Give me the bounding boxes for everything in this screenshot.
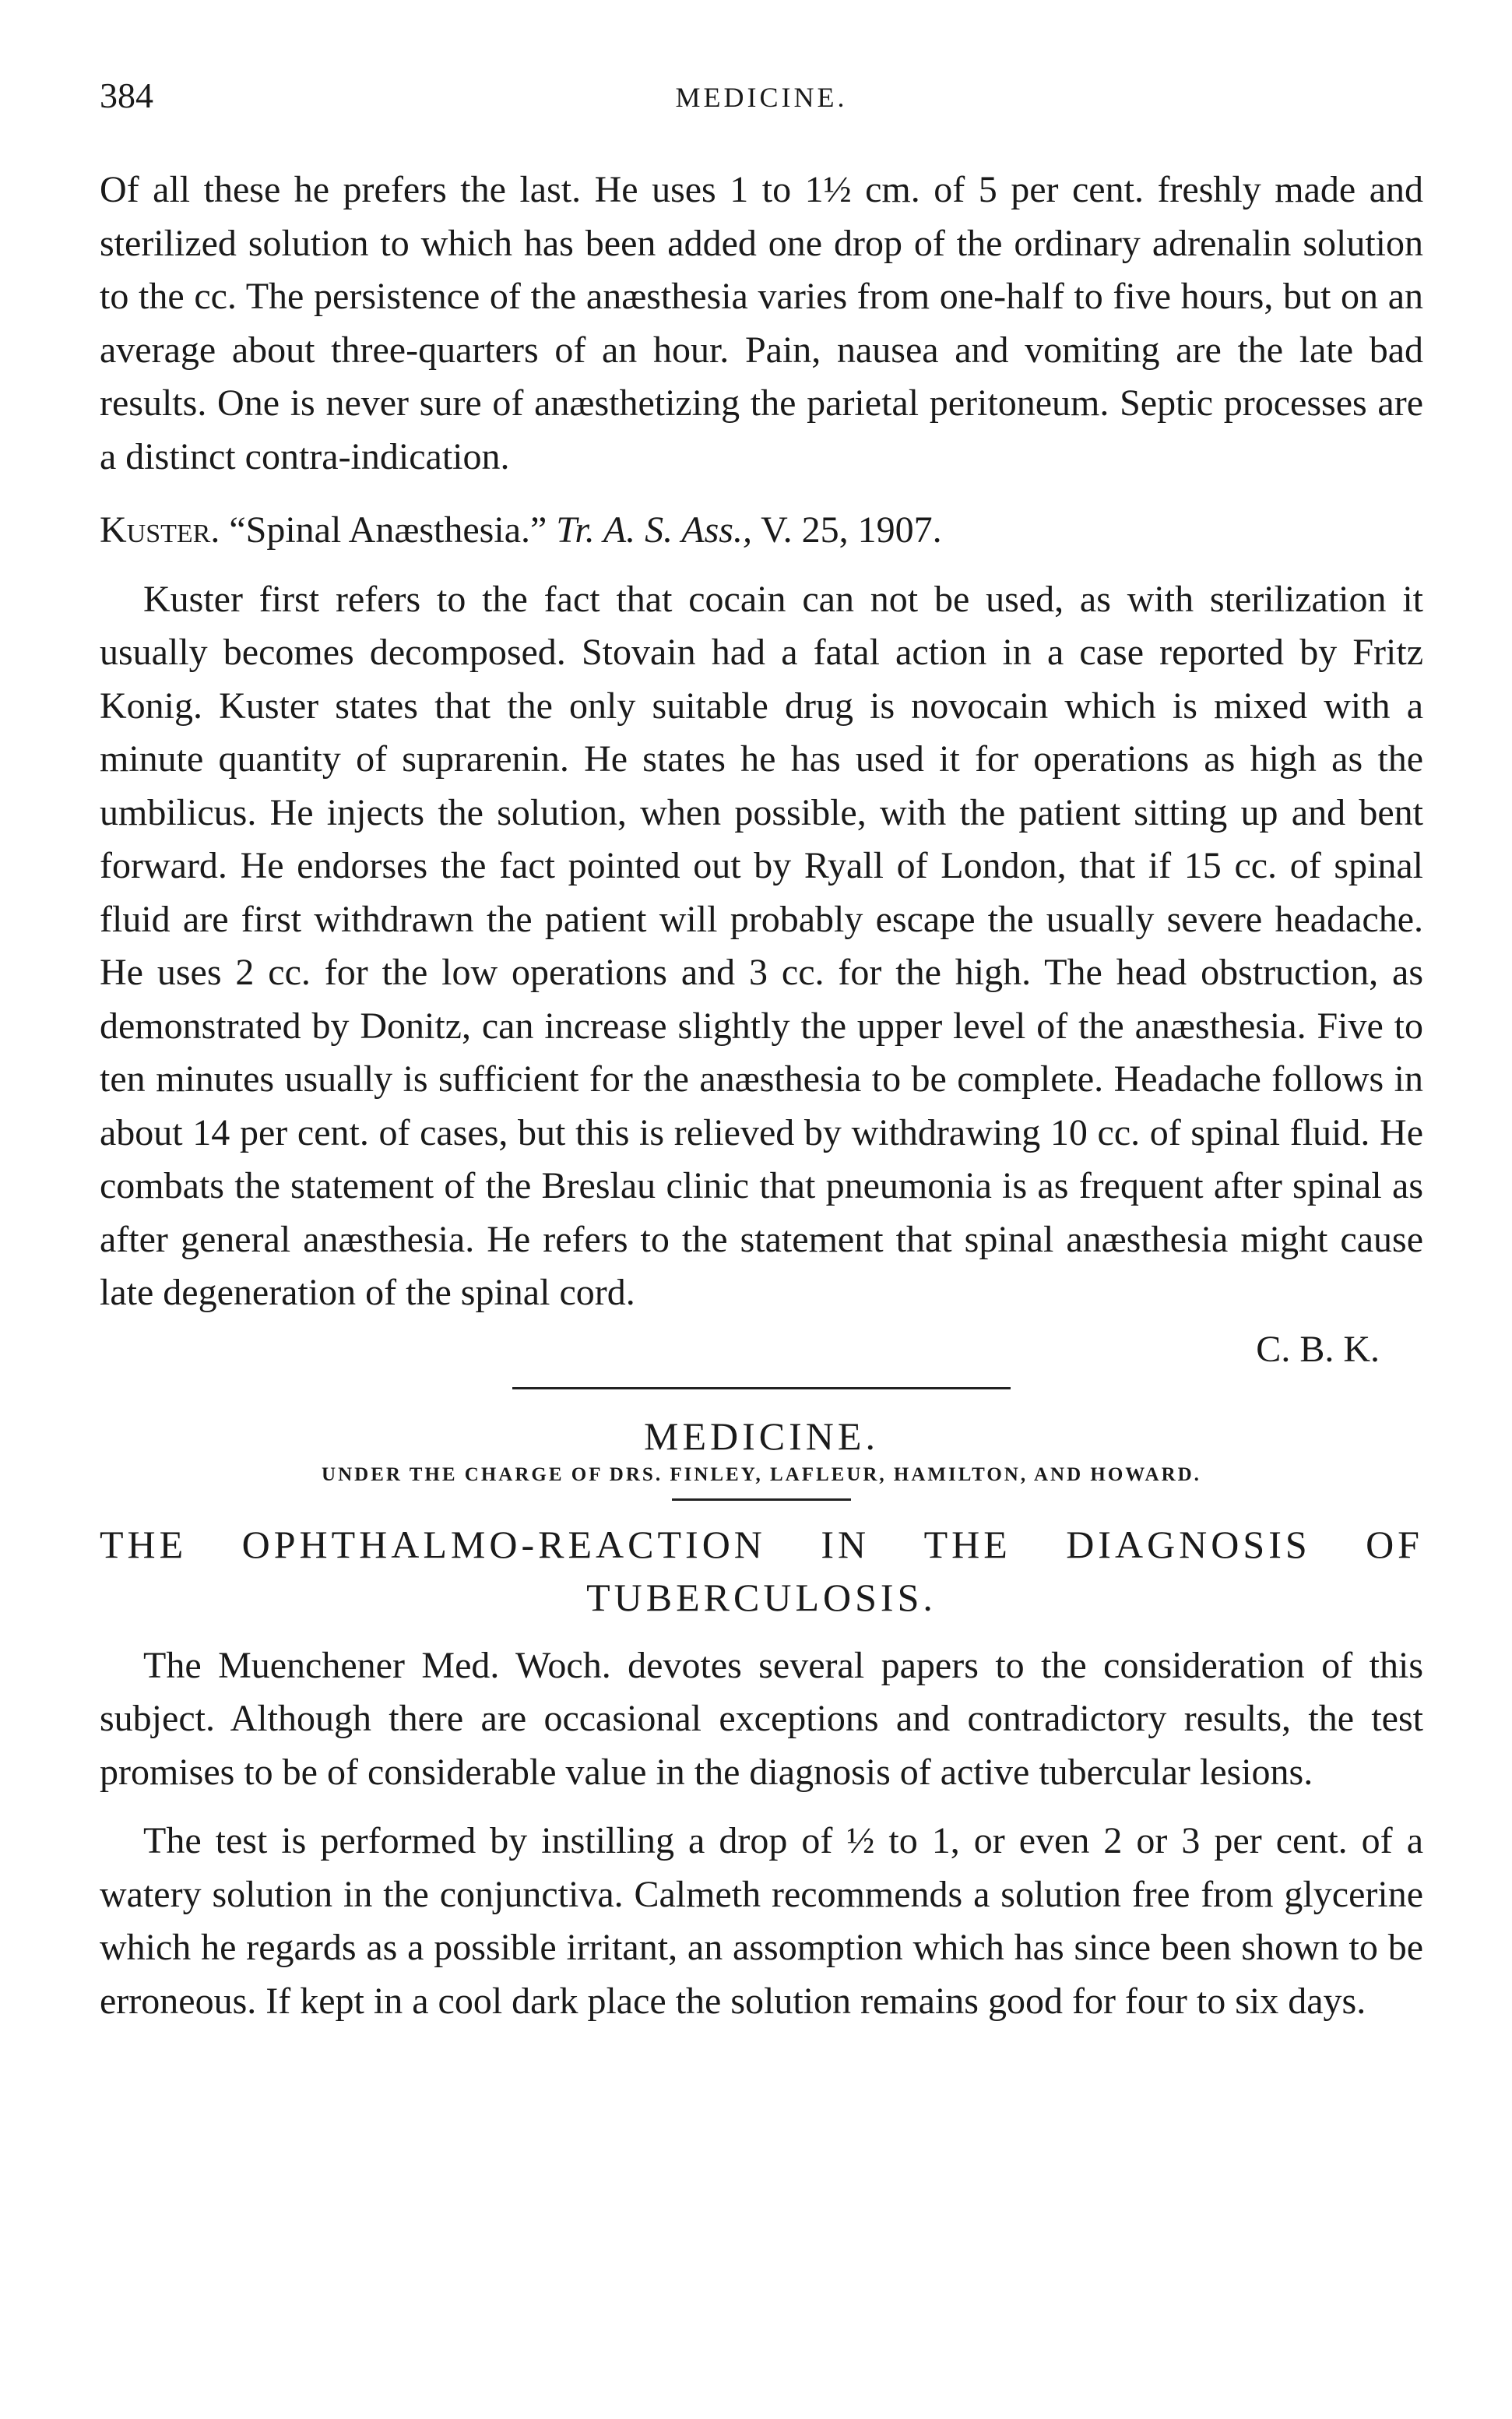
continuation-paragraph: Of all these he prefers the last. He uses 1 to 1½ cm. of 5 per cent. freshly made and sterilized solution to which has been added one drop of the ordinary adrenalin solution to the cc. The persistence of the anæsthesia varies from one-half to five hours, but on an average about three-quarters of an hour. Pain, nausea and vomiting are the late bad results. One is never sure of anæsthetizing the parietal peritoneum. Septic processes are a distinct contra-indication. <box>100 169 1423 477</box>
kuster-paragraph: Kuster first refers to the fact that cocain can not be used, as with sterilization it usually becomes decomposed. Stovain had a fatal action in a case reported by Fritz Konig. Kuster states that the only suitable drug is novocain which is mixed with a minute quantity of suprarenin. He states he has used it for operations as high as the umbilicus. He injects the solution, when possible, with the patient sitting up and bent forward. He endorses the fact pointed out by Ryall of London, that if 15 cc. of spinal fluid are first withdrawn the patient will probably escape the usually severe headache. He uses 2 cc. for the low operations and 3 cc. for the high. The head obstruction, as demonstrated by Donitz, can increase slightly the upper level of the anæsthesia. Five to ten minutes usually is sufficient for the anæsthesia to be complete. Headache follows in about 14 per cent. of cases, but this is relieved by withdrawing 10 cc. of spinal fluid. He combats the statement of the Breslau clinic that pneumonia is as frequent after spinal as after general anæsthesia. He refers to the statement that spinal anæsthesia might cause late degeneration of the spinal cord. <box>100 578 1423 1313</box>
title-divider <box>672 1498 851 1501</box>
citation-title: “Spinal Anæsthesia.” <box>229 509 547 551</box>
section-editors: UNDER THE CHARGE OF DRS. FINLEY, LAFLEUR, HAMILTON, AND HOWARD. <box>322 1463 1201 1485</box>
article-title-line-2: TUBERCULOSIS. <box>586 1575 937 1619</box>
article-paragraph-2: The test is performed by instilling a drop of ½ to 1, or even 2 or 3 per cent. of a watery solution in the conjunctiva. Calmeth recommends a solution free from glycerine which he regards as a possible irritant, an assomption which has since been shown to be erroneous. If kept in a cool dark place the solution remains good for four to six days. <box>100 1820 1423 2022</box>
page-body <box>100 164 1423 2028</box>
article-paragraph-1: The Muenchener Med. Woch. devotes several papers to the consideration of this subject. Although there are occasional exceptions and contradictory results, the test promises to be of considerable value in the diagnosis of active tubercular lesions. <box>100 1644 1423 1793</box>
citation-volume: V. 25, 1907. <box>761 509 942 551</box>
article-title-line-1: THE OPHTHALMO-REACTION IN THE DIAGNOSIS OF <box>100 1522 1423 1566</box>
citation-author: Kuster. <box>100 509 220 551</box>
author-signature: C. B. K. <box>1256 1328 1380 1370</box>
article-title <box>100 1518 1423 1624</box>
section-title: MEDICINE. <box>644 1414 879 1458</box>
running-header <box>100 75 1423 121</box>
page-number: 384 <box>100 76 153 115</box>
section-divider <box>512 1387 1011 1389</box>
running-title: MEDICINE. <box>675 82 848 113</box>
citation <box>100 504 1423 558</box>
citation-journal: Tr. A. S. Ass., <box>556 509 752 551</box>
